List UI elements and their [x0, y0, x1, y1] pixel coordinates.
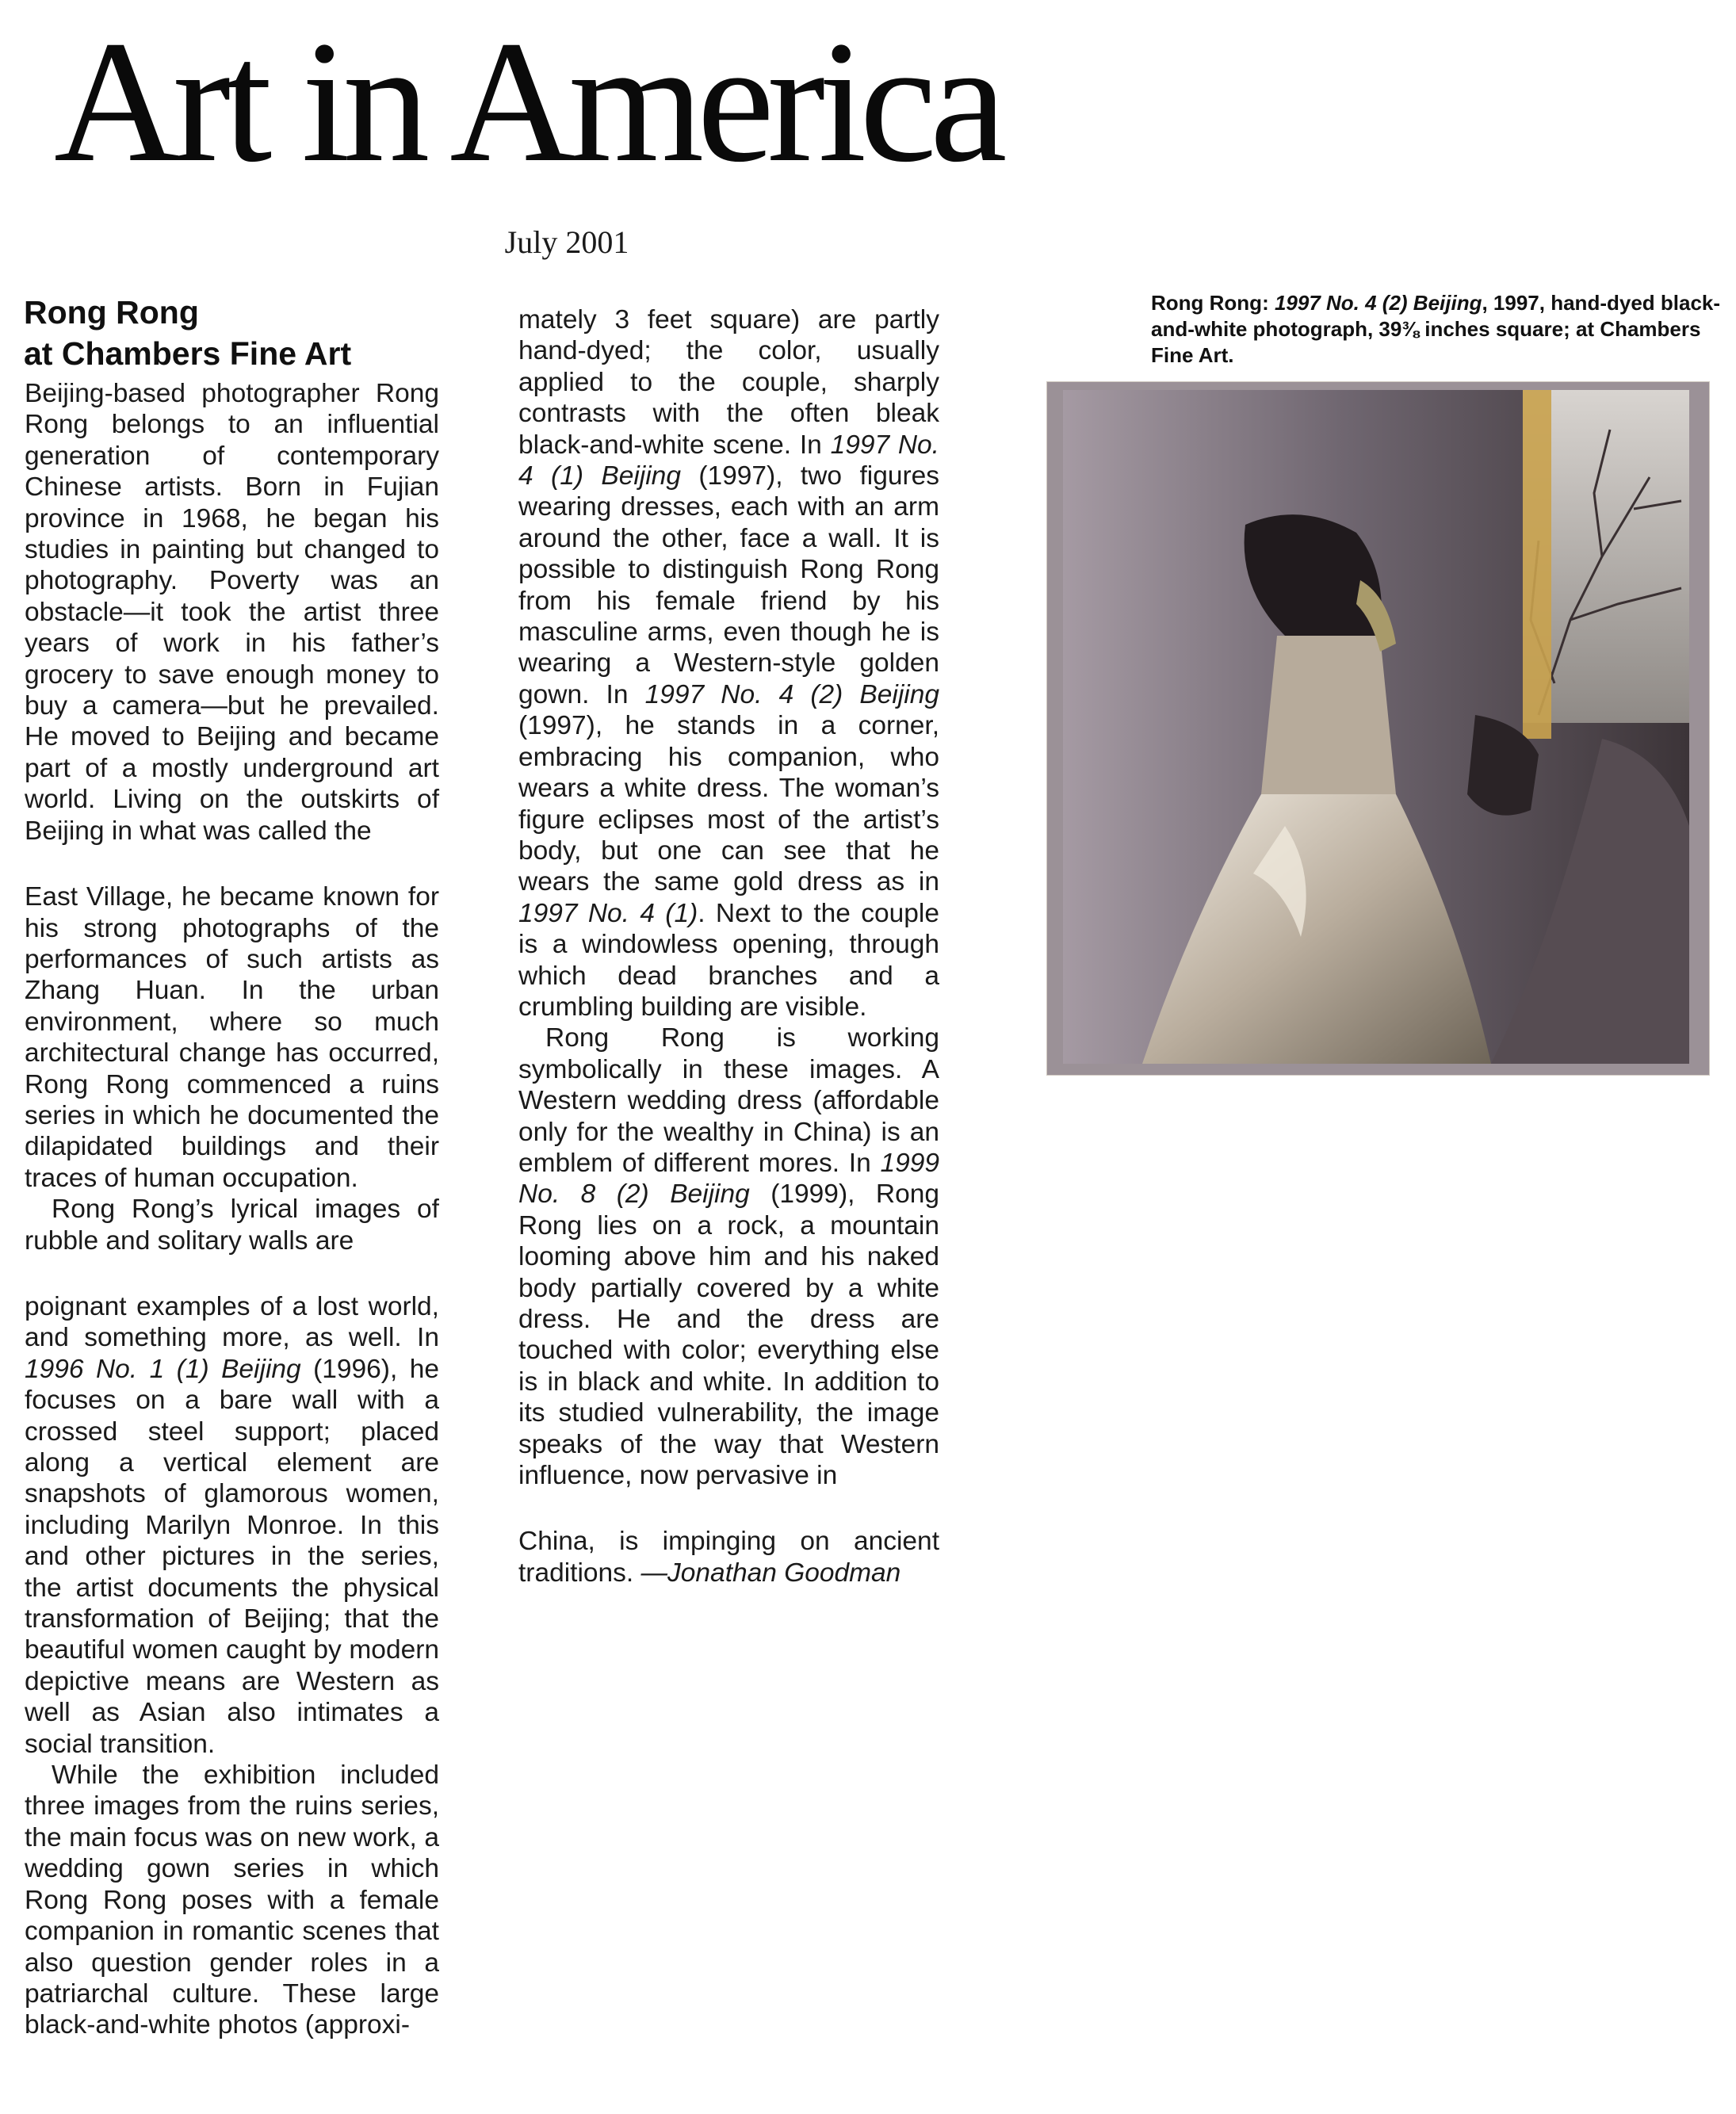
- artwork-title: 1997 No. 4 (1) Beijing: [518, 430, 939, 491]
- headline-gallery: at Chambers Fine Art: [24, 335, 352, 372]
- photo-caption: [1151, 290, 1722, 369]
- caption-details: , 1997, hand-dyed black-and-white photograph, 39⅜ inches square; at Chambers Fine Art.: [1151, 291, 1721, 367]
- gown-bodice: [1261, 636, 1396, 794]
- masthead-title: Art in America: [54, 5, 1000, 198]
- artwork-photograph: [1046, 381, 1710, 1076]
- article-headline: [24, 292, 468, 374]
- issue-date: July 2001: [504, 224, 629, 260]
- paragraph-2a: Rong Rong’s lyrical images of rubble and solitary walls are: [25, 1195, 439, 1256]
- artwork-title: 1999 No. 8 (2) Beijing: [518, 1148, 939, 1210]
- text-run: mately 3 feet square) are partly hand-dyed; the color, usually applied to the couple, sharply contrasts with the often bleak black-and-white scene. In: [518, 305, 939, 460]
- paragraph-5a: [518, 1023, 939, 1491]
- artwork-title: 1997 No. 4 (1): [518, 898, 698, 928]
- article-column-2: [518, 304, 939, 1588]
- text-run: (1997), he stands in a corner, embracing his companion, who wears a white dress. The woman’s figure eclipses most of the artist’s body, but one can see that he wears the same gold dress as in: [518, 711, 939, 897]
- text-run: (1996), he focuses on a bare wall with a crossed steel support; placed along a vertical element are snapshots of glamorous women, including Marilyn Monroe. In this and other pictures in the series, the artist documents the physical transformation of Beijing; that the beautiful women caught by modern depictive means are Western as well as Asian also intimates a social transition.: [25, 1354, 439, 1759]
- text-run: . Next to the couple is a windowless opening, through which dead branches and a crumbling building are visible.: [518, 898, 939, 1022]
- photo-illustration: [1047, 382, 1709, 1075]
- paragraph-1b: East Village, he became known for his strong photographs of the performances of such artists as Zhang Huan. In the urban environment, where so much architectural change has occurred, Rong Rong commenced a ruins series in which he documented the dilapidated buildings and their traces of human occupation.: [25, 882, 439, 1193]
- article-column-1: [25, 378, 439, 2041]
- paragraph-5b: [518, 1526, 939, 1588]
- text-run: China, is impinging on ancient traditions.: [518, 1527, 939, 1588]
- text-run: (1999), Rong Rong lies on a rock, a mountain looming above him and his naked body partially covered by a white dress. He and the dress are touched with color; everything else is in black and white. In addition to its studied vulnerability, the image speaks of the way that Western influence, now pervasive in: [518, 1179, 939, 1491]
- headline-artist: Rong Rong: [24, 294, 199, 331]
- paragraph-1a: Beijing-based photographer Rong Rong belongs to an influential generation of contemporary Chinese artists. Born in Fujian province in 1968, he began his studies in painting but changed to photography. Poverty was an obstacle—it took the artist three years of work in his father’s grocery to save enough money to buy a camera—but he prevailed. He moved to Beijing and became part of a mostly underground art world. Living on the outskirts of Beijing in what was called the: [25, 379, 439, 846]
- paragraph-2b: [25, 1291, 439, 1760]
- artwork-title: 1997 No. 4 (2) Beijing: [644, 679, 939, 709]
- text-run: Rong Rong is working symbolically in these images. A Western wedding dress (affordable only for the wealthy in China) is an emblem of different mores. In: [518, 1023, 939, 1178]
- paragraph-3: While the exhibition included three images from the ruins series, the main focus was on new work, a wedding gown series in which Rong Rong poses with a female companion in romantic scenes that also question gender roles in a patriarchal culture. These large black-and-white photos (approxi-: [25, 1760, 439, 2040]
- paragraph-4: [518, 304, 939, 1023]
- brick-column: [1523, 390, 1551, 739]
- caption-artwork-title: 1997 No. 4 (2) Beijing: [1274, 291, 1482, 315]
- artwork-title: 1996 No. 1 (1) Beijing: [25, 1354, 301, 1384]
- text-run: poignant examples of a lost world, and something more, as well. In: [25, 1291, 439, 1353]
- caption-artist: Rong Rong:: [1151, 291, 1275, 315]
- byline: —Jonathan Goodman: [640, 1558, 901, 1588]
- text-run: (1997), two figures wearing dresses, each with an arm around the other, face a wall. It is possible to distinguish Rong Rong from his female friend by his masculine arms, even though he is wearing a Western-style golden gown. In: [518, 461, 939, 709]
